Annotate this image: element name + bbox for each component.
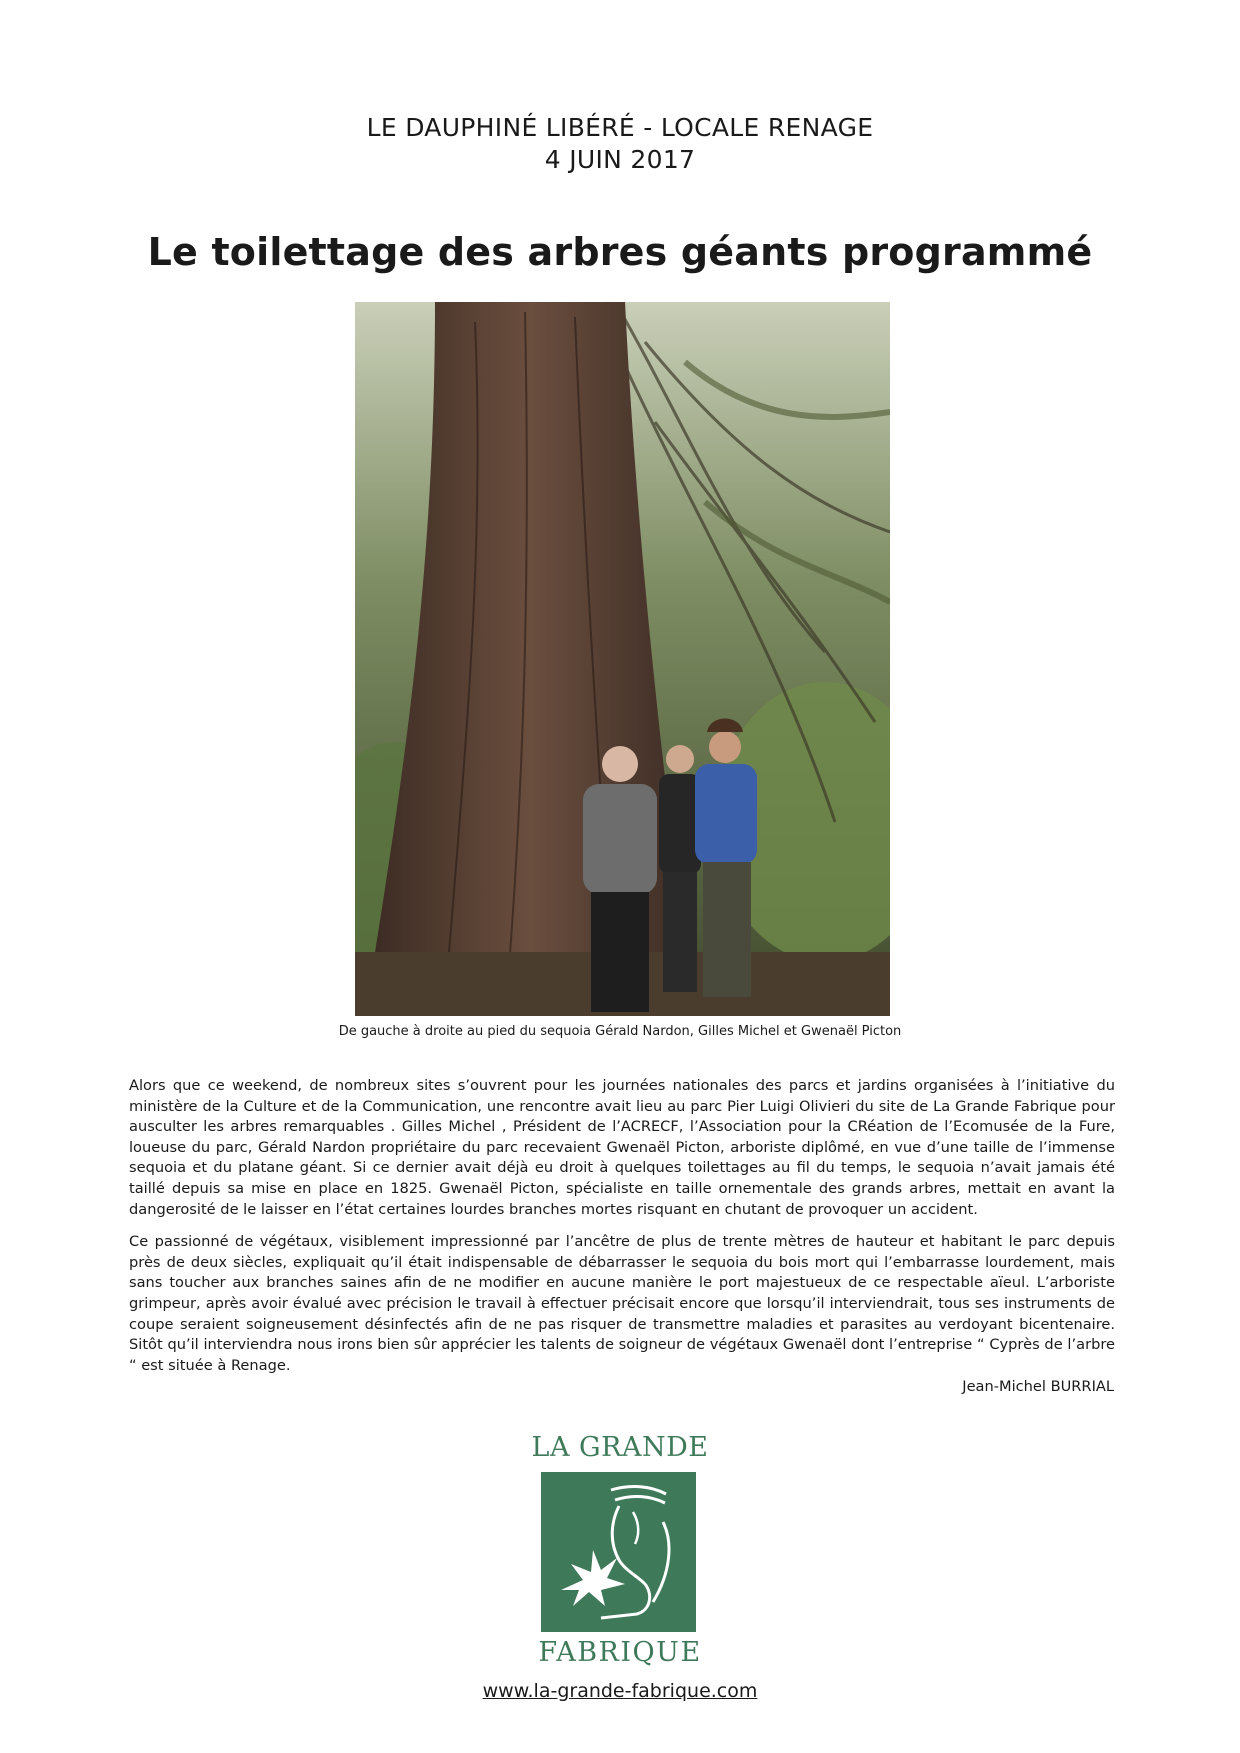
article-photo (355, 302, 890, 1016)
article-title: Le toilettage des arbres géants programmé (147, 230, 1093, 274)
la-grande-fabrique-logo (541, 1472, 696, 1632)
article-signature: Jean-Michel BURRIAL (962, 1378, 1114, 1395)
website-link[interactable]: www.la-grande-fabrique.com (482, 1680, 758, 1702)
article-paragraph: Alors que ce weekend, de nombreux sites s’ouvrent pour les journées nationales des parcs et jardins organisées à l’initiative du ministère de la Culture et de la Communication, une rencontre avait lieu au parc Pier Luigi Olivieri du site de La Grande Fabrique pour ausculter les arbres remarquables . Gilles Michel , Président de l’ACRECF, l’Association pour la CRéation de l’Ecomusée de la Fure, loueuse du parc, Gérald Nardon propriétaire du parc recevaient Gwenaël Picton, arboriste diplômé, en vue d’une taille de l’immense sequoia et du platane géant. Si ce dernier avait déjà eu droit à quelques toilettages au fil du temps, le sequoia n’avait jamais été taillé depuis sa mise en place en 1825. Gwenaël Picton, spécialiste en taille ornementale des grands arbres, mettait en avant la dangerosité de le laisser en l’état certaines lourdes branches mortes risquant en chutant de provoquer un accident. (129, 1077, 1115, 1218)
article-paragraph: Ce passionné de végétaux, visiblement impressionné par l’ancêtre de plus de trente mètres de hauteur et habitant le parc depuis près de deux siècles, expliquait qu’il était indispensable de débarrasser le sequoia du bois mort qui l’embarrasse lourdement, mais sans toucher aux branches saines afin de ne modifier en aucune manière le port majestueux de ce respectable aïeul. L’arboriste grimpeur, après avoir évalué avec précision le travail à effectuer précisait encore que lorsqu’il interviendrait, tous ses instruments de coupe seraient soigneusement désinfectés afin de ne pas risquer de transmettre maladies et parasites au verdoyant bicentenaire. Sitôt qu’il interviendra nous irons bien sûr apprécier les talents de soigneur de végétaux Gwenaël dont l’entreprise “ Cyprès de l’arbre “ est située à Renage. (129, 1233, 1115, 1374)
logo-text-top: LA GRANDE (531, 1432, 709, 1463)
publication-name: LE DAUPHINÉ LIBÉRÉ - LOCALE RENAGE (366, 113, 874, 142)
logo-figure-icon (541, 1472, 696, 1632)
sequoia-photo-illustration (355, 302, 890, 1016)
person-left (583, 746, 657, 1012)
person-middle (659, 745, 701, 992)
photo-caption: De gauche à droite au pied du sequoia Gérald Nardon, Gilles Michel et Gwenaël Picton (338, 1024, 902, 1039)
article-body (129, 1076, 1115, 1388)
logo-text-bottom: FABRIQUE (538, 1637, 702, 1668)
publication-header (0, 112, 1240, 176)
publication-date: 4 JUIN 2017 (544, 145, 696, 174)
